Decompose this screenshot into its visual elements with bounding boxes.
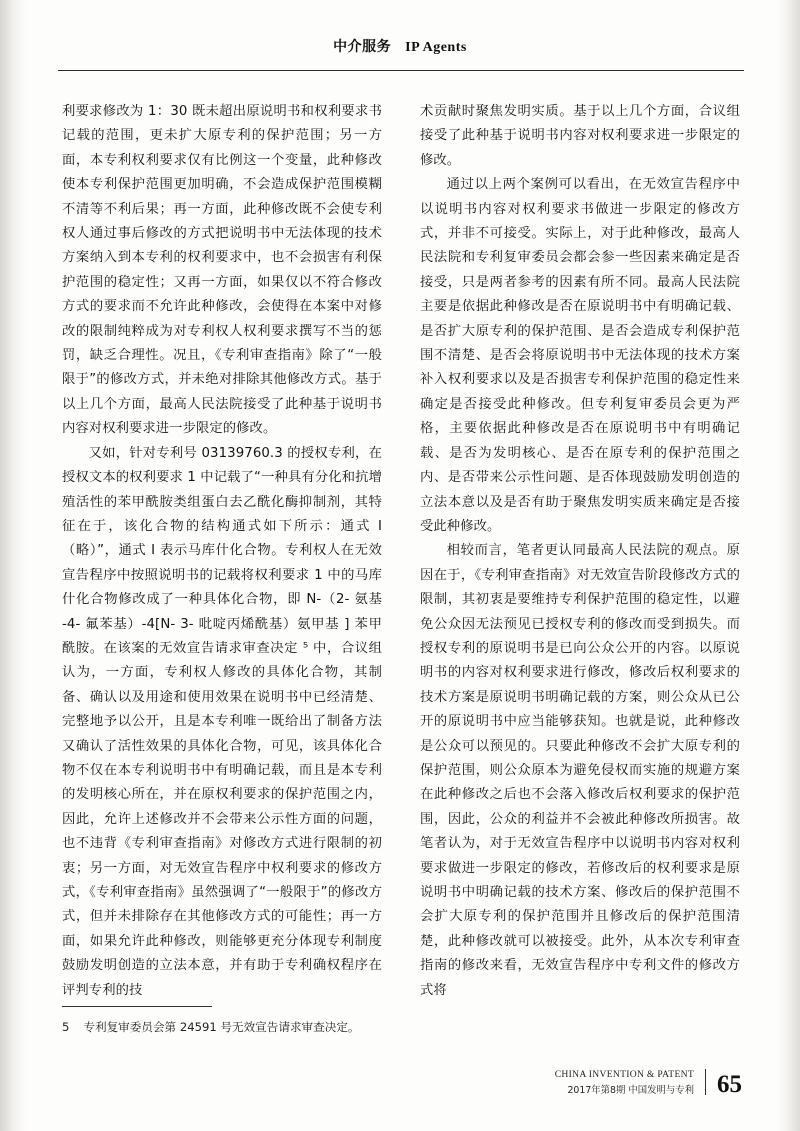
footer-journal-info: [555, 1068, 694, 1097]
footnote: [62, 1018, 462, 1036]
paragraph: 利要求修改为 1：30 既未超出原说明书和权利要求书记载的范围，更未扩大原专利的保护范围；另一方面，本专利权利要求仅有比例这一个变量，此种修改使本专利保护范围更加明确，不会造成保护范围模糊不清等不利后果；再一方面，此种修改既不会使专利权人通过事后修改的方式把说明书中无法体现的技术方案纳入到本专利的权利要求中，也不会损害有利保护范围的稳定性；又再一方面，如果仅以不符合修改方式的要求而不允许此种修改，会使得在本案中对修改的限制纯粹成为对专利权人权利要求撰写不当的惩罚，缺乏合理性。况且，《专利审查指南》除了“一般限于”的修改方式，并未绝对排除其他修改方式。基于以上几个方面，最高人民法院接受了此种基于说明书内容对权利要求进一步限定的修改。: [62, 104, 382, 437]
footnote-divider: [62, 1006, 212, 1007]
footer-divider-line: [705, 1069, 706, 1095]
column-left: [62, 100, 382, 998]
paragraph: 术贡献时聚焦发明实质。基于以上几个方面，合议组接受了此种基于说明书内容对权利要求进一步限定的修改。: [420, 104, 740, 168]
paragraph: 又如，针对专利号 03139760.3 的授权专利，在授权文本的权利要求 1 中记载了“一种具有分化和抗增殖活性的苯甲酰胺类组蛋白去乙酰化酶抑制剂，其特征在于，该化合物的结构通式如下所示：通式 I（略）”，通式 I 表示马库什化合物。专利权人在无效宣告程序中按照说明书的记载将权利要求 1 中的马库什化合物修改成了一种具体化合物，即 N-（2- 氨基 -4- 氟苯基）-4[N- 3- 吡啶丙烯酰基）氨甲基 ] 苯甲酰胺。在该案的无效宣告请求审查决定 ⁵ 中，合议组认为，一方面，专利权人修改的具体化合物，其制备、确认以及用途和使用效果在说明书中已经清楚、完整地予以公开，且是本专利唯一既给出了制备方法又确认了活性效果的具体化合物，可见，该具体化合物不仅在本专利说明书中有明确记载，而且是本专利的发明核心所在，并在原权利要求的保护范围之内，因此，允许上述修改并不会带来公示性方面的问题，也不违背《专利审查指南》对修改方式进行限制的初衷；另一方面，对无效宣告程序中权利要求的修改方式，《专利审查指南》虽然强调了“一般限于”的修改方式，但并未排除存在其他修改方式的可能性；再一方面，如果允许此种修改，则能够更充分体现专利制度鼓励发明创造的立法本意，并有助于专利确权程序在评判专利的技: [62, 445, 382, 998]
paragraph: 相较而言，笔者更认同最高人民法院的观点。原因在于，《专利审查指南》对无效宣告阶段修改方式的限制，其初衷是要维持专利保护范围的稳定性，以避免公众因无法预见已授权专利的修改而受到损失。而授权专利的原说明书是已向公众公开的内容。以原说明书的内容对权利要求进行修改，修改后权利要求的技术方案是原说明书明确记载的方案，则公众从已公开的原说明书中应当能够获知。也就是说，此种修改是公众可以预见的。只要此种修改不会扩大原专利的保护范围，则公众原本为避免侵权而实施的规避方案在此种修改之后也不会落入修改后权利要求的保护范围，因此，公众的利益并不会被此种修改所损害。故笔者认为，对于无效宣告程序中以说明书内容对权利要求做进一步限定的修改，若修改后的权利要求是原说明书中明确记载的技术方案、修改后的保护范围不会扩大原专利的保护范围并且修改后的保护范围清楚，此种修改就可以被接受。此外，从本次专利审查指南的修改来看，无效宣告程序中专利文件的修改方式将: [420, 543, 740, 998]
column-right: [420, 100, 740, 998]
header-inner: [333, 36, 467, 56]
body-columns: [62, 100, 740, 998]
page-footer: [555, 1068, 742, 1097]
header-section-en: IP Agents: [405, 40, 467, 55]
page-header: [60, 36, 740, 56]
footnote-number: 5: [62, 1020, 70, 1034]
journal-title-cn: 2017年第8期 中国发明与专利: [567, 1084, 694, 1096]
journal-title-en: CHINA INVENTION & PATENT: [554, 1069, 694, 1080]
header-section-cn: 中介服务: [333, 39, 392, 55]
paragraph: 通过以上两个案例可以看出，在无效宣告程序中以说明书内容对权利要求书做进一步限定的修改方式，并非不可接受。实际上，对于此种修改，最高人民法院和专利复审委员会都会参一些因素来确定是否接受，只是两者参考的因素有所不同。最高人民法院主要是依据此种修改是否在原说明书中有明确记载、是否扩大原专利的保护范围、是否会造成专利保护范围不清楚、是否会将原说明书中无法体现的技术方案补入权利要求以及是否损害专利保护范围的稳定性来确定是否接受此种修改。但专利复审委员会更为严格，主要依据此种修改是否在原说明书中有明确记载、是否为发明核心、是否在原专利的保护范围之内、是否带来公示性问题、是否体现鼓励发明创造的立法本意以及是否有助于聚焦发明实质来确定是否接受此种修改。: [420, 177, 740, 534]
header-divider: [58, 70, 744, 71]
page-number: 65: [717, 1071, 742, 1098]
footnote-text: 专利复审委员会第 24591 号无效宣告请求审查决定。: [83, 1020, 360, 1034]
